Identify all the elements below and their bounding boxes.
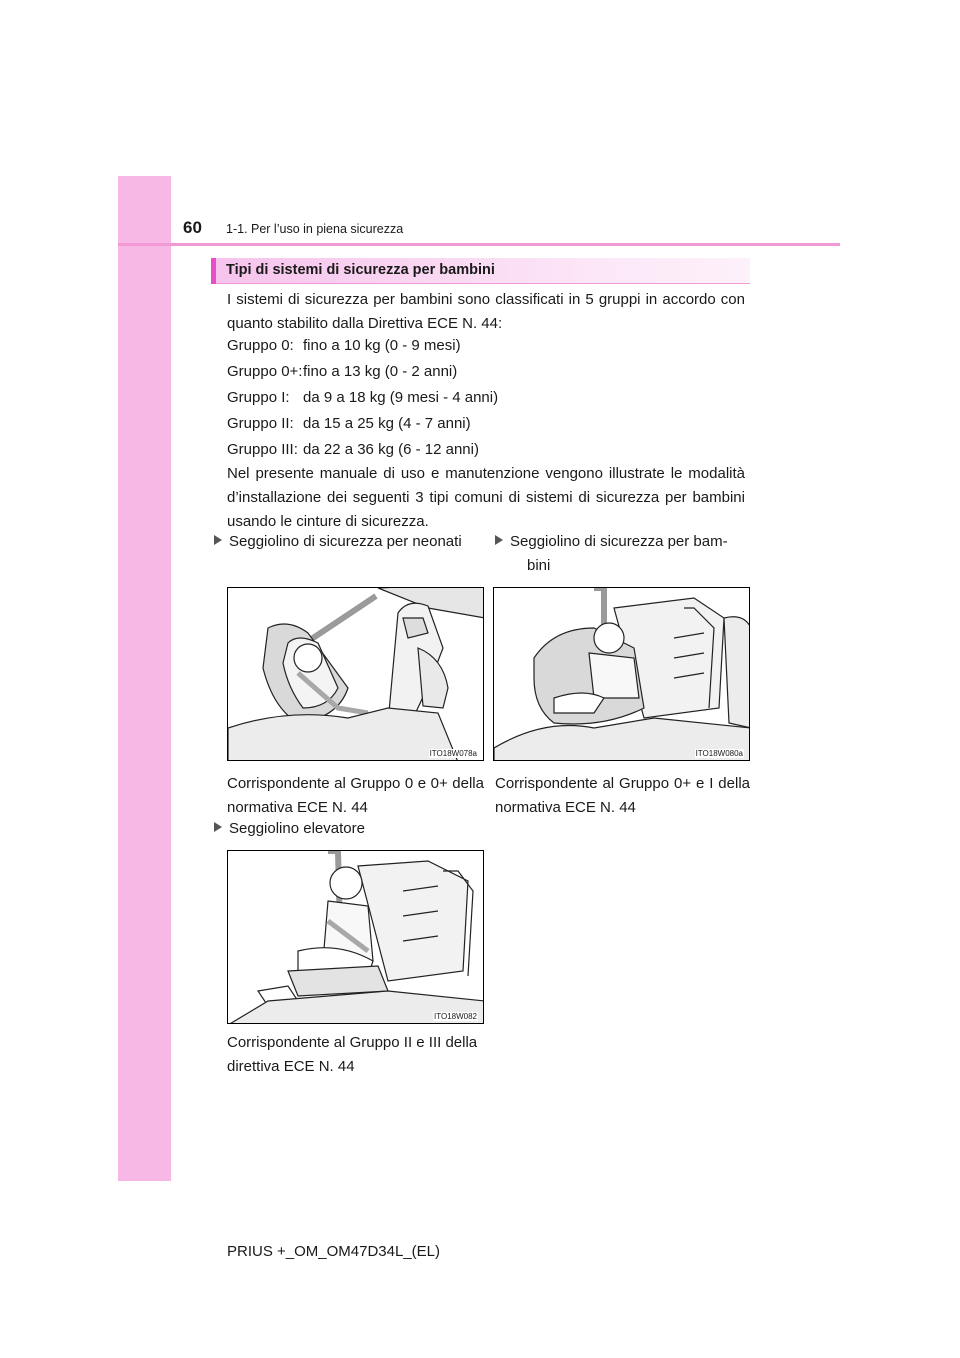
- triangle-bullet-icon: [495, 535, 503, 545]
- group-label: Gruppo 0:: [227, 337, 294, 354]
- group-row: [227, 336, 461, 356]
- group-label: Gruppo I:: [227, 389, 290, 406]
- group-value: da 22 a 36 kg (6 - 12 anni): [303, 441, 479, 458]
- booster-seat-drawing: [228, 851, 484, 1024]
- group-label: Gruppo III:: [227, 441, 298, 458]
- infant-seat-heading: [214, 530, 462, 554]
- child-seat-heading-cont: bini: [527, 557, 551, 574]
- figure-code: ITO18W078a: [429, 749, 477, 758]
- group-row: [227, 362, 457, 382]
- triangle-bullet-icon: [214, 535, 222, 545]
- group-label: Gruppo 0+:: [227, 363, 303, 380]
- body-paragraph: Nel presente manuale di uso e manutenzione vengono illustrate le modalità d’installazione dei seguenti 3 tipi comuni di sistemi di sicurezza per bambini usando le cinture di sicurezza.: [227, 465, 745, 530]
- infant-seat-caption: Corrispondente al Gruppo 0 e 0+ della normativa ECE N. 44: [227, 775, 484, 816]
- child-seat-caption: Corrispondente al Gruppo 0+ e I della normativa ECE N. 44: [495, 775, 750, 816]
- side-tab: [118, 176, 171, 1181]
- child-seat-drawing: [494, 588, 750, 761]
- booster-seat-caption: Corrispondente al Gruppo II e III della direttiva ECE N. 44: [227, 1034, 478, 1075]
- booster-seat-heading: [214, 817, 365, 841]
- child-seat-heading-text: Seggiolino di sicurezza per bam-: [510, 533, 728, 550]
- infant-seat-drawing: [228, 588, 484, 761]
- header-rule: [118, 243, 840, 246]
- figure-code: ITO18W082: [434, 1012, 477, 1021]
- child-seat-illustration: [493, 587, 750, 761]
- group-value: fino a 13 kg (0 - 2 anni): [303, 363, 458, 380]
- infant-seat-heading-text: Seggiolino di sicurezza per neonati: [229, 533, 462, 550]
- group-value: da 15 a 25 kg (4 - 7 anni): [303, 415, 471, 432]
- group-value: fino a 10 kg (0 - 9 mesi): [303, 337, 461, 354]
- heading-accent-bar: [211, 258, 216, 284]
- figure-code: ITO18W080a: [695, 749, 743, 758]
- child-seat-heading: [495, 530, 750, 578]
- infant-seat-illustration: [227, 587, 484, 761]
- group-row: [227, 440, 479, 460]
- intro-paragraph: I sistemi di sicurezza per bambini sono classificati in 5 gruppi in accordo con quanto stabilito dalla Direttiva ECE N. 44:: [227, 291, 745, 332]
- section-heading: [211, 258, 750, 284]
- booster-seat-illustration: [227, 850, 484, 1024]
- running-header: 1-1. Per l’uso in piena sicurezza: [226, 222, 404, 236]
- group-label: Gruppo II:: [227, 415, 294, 432]
- section-title: Tipi di sistemi di sicurezza per bambini: [226, 262, 495, 278]
- group-value: da 9 a 18 kg (9 mesi - 4 anni): [303, 389, 499, 406]
- group-row: [227, 388, 498, 408]
- triangle-bullet-icon: [214, 822, 222, 832]
- page-number: 60: [183, 218, 202, 237]
- booster-seat-heading-text: Seggiolino elevatore: [229, 820, 365, 837]
- group-row: [227, 414, 471, 434]
- footer-doc-code: PRIUS +_OM_OM47D34L_(EL): [227, 1243, 441, 1260]
